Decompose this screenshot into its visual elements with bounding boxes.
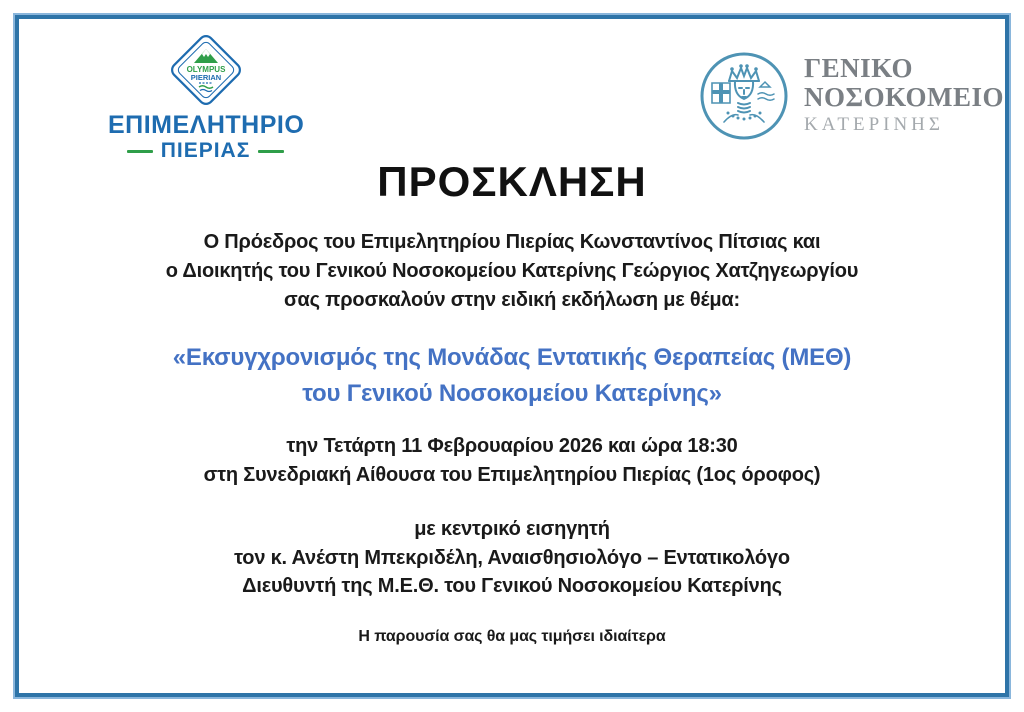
hospital-emblem-icon bbox=[698, 50, 790, 142]
hospital-name-line3: ΚΑΤΕΡΙΝΗΣ bbox=[804, 114, 944, 135]
speaker-intro: με κεντρικό εισηγητή bbox=[414, 518, 610, 540]
intro-line-2: ο Διοικητής του Γενικού Νοσοκομείου Κατερίνης Γεώργιος Χατζηγεωργίου bbox=[165, 260, 859, 282]
hospital-name bbox=[804, 54, 1004, 138]
chamber-name: ΕΠΙΜΕΛΗΤΗΡΙΟ bbox=[108, 111, 305, 139]
closing-line: Η παρουσία σας θα μας τιμήσει ιδιαίτερα bbox=[358, 628, 666, 645]
intro-line-1: Ο Πρόεδρος του Επιμελητηρίου Πιερίας Κωνσταντίνος Πίτσιας και bbox=[203, 231, 821, 253]
hospital-name-line1: ΓΕΝΙΚΟ bbox=[804, 53, 914, 83]
event-venue: στη Συνεδριακή Αίθουσα του Επιμελητηρίου Πιερίας (1ος όροφος) bbox=[203, 464, 821, 486]
speaker-paragraph bbox=[0, 515, 1024, 601]
hospital-name-line2: ΝΟΣΟΚΟΜΕΙΟ bbox=[804, 82, 1004, 112]
olympus-pierian-emblem-icon bbox=[166, 30, 246, 110]
chamber-logo bbox=[108, 30, 303, 163]
svg-text:PIERIAN: PIERIAN bbox=[190, 73, 221, 82]
page-title: ΠΡΟΣΚΛΗΣΗ bbox=[377, 158, 647, 205]
intro-paragraph bbox=[0, 228, 1024, 315]
svg-text:OLYMPUS: OLYMPUS bbox=[186, 65, 225, 74]
intro-line-3: σας προσκαλούν στην ειδική εκδήλωση με θέμα: bbox=[284, 289, 740, 311]
pieria-left-dash bbox=[127, 150, 153, 153]
event-theme-line-2: του Γενικού Νοσοκομείου Κατερίνης» bbox=[302, 380, 722, 407]
event-theme bbox=[0, 340, 1024, 412]
hospital-logo bbox=[698, 50, 1004, 142]
pieria-right-dash bbox=[258, 150, 284, 153]
chamber-region-label: ΠΙΕΡΙΑΣ bbox=[160, 139, 251, 162]
date-venue bbox=[0, 432, 1024, 490]
speaker-role: Διευθυντή της Μ.Ε.Θ. του Γενικού Νοσοκομείου Κατερίνης bbox=[242, 575, 782, 597]
event-datetime: την Τετάρτη 11 Φεβρουαρίου 2026 και ώρα 18:30 bbox=[286, 435, 738, 457]
speaker-name: τον κ. Ανέστη Μπεκριδέλη, Αναισθησιολόγο – Εντατικολόγο bbox=[234, 546, 790, 569]
event-theme-line-1: «Εκσυγχρονισμός της Μονάδας Εντατικής Θεραπείας (ΜΕΘ) bbox=[172, 344, 852, 371]
